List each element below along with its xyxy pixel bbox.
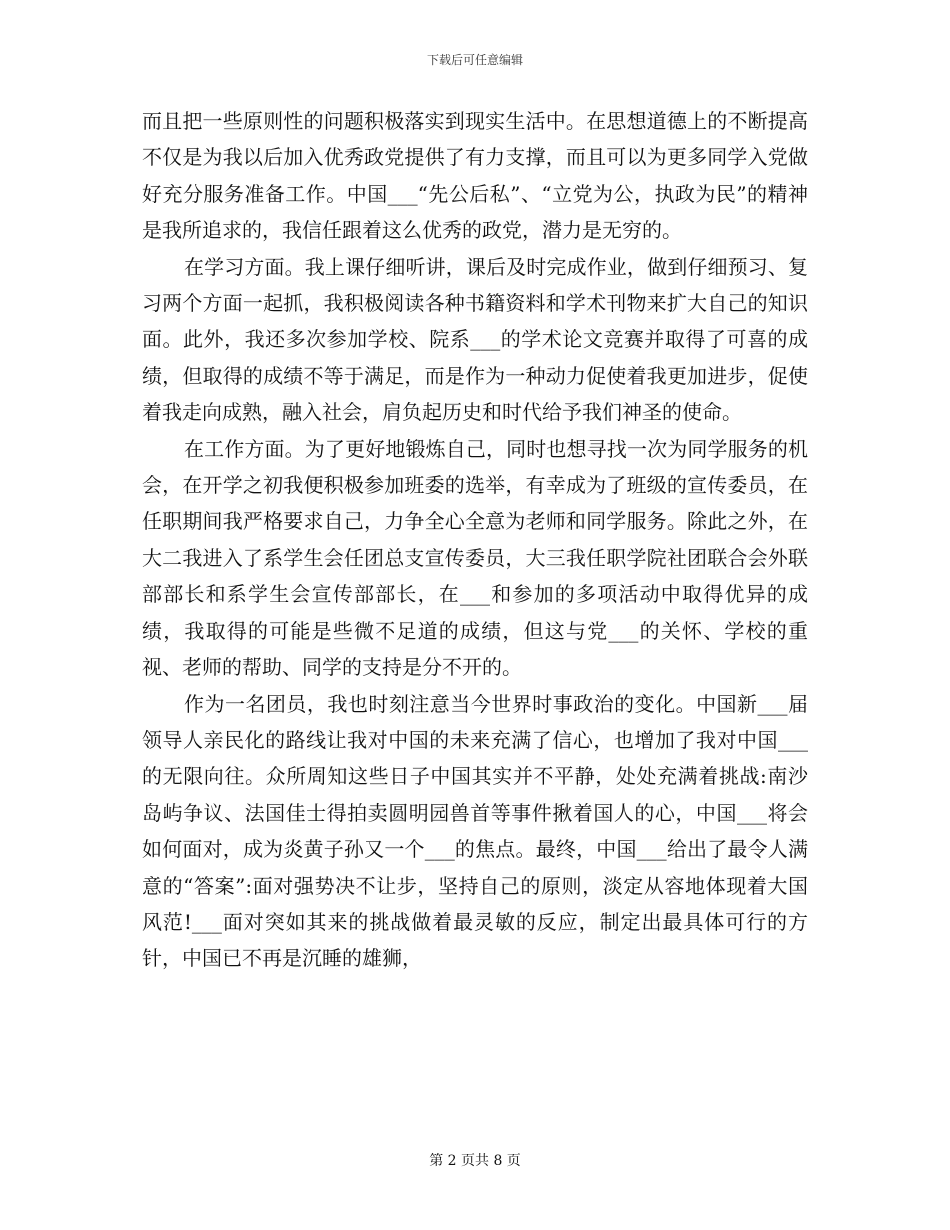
page-header: 下载后可任意编辑 [426,53,523,67]
paragraph-continuation: 而且把一些原则性的问题积极落实到现实生活中。在思想道德上的不断提高不仅是为我以后加入优秀政党提供了有力支撑，而且可以为更多同学入党做好充分服务准备工作。中国___“先公后私”、“立党为公，执政为民”的精神是我所追求的，我信任跟着这么优秀的政党，潜力是无穷的。 [142,109,808,243]
paragraph-current-affairs: 作为一名团员，我也时刻注意当今世界时事政治的变化。中国新___届领导人亲民化的路线让我对中国的未来充满了信心，也增加了我对中国___的无限向往。众所周知这些日子中国其实并不平静，处处充满着挑战:南沙岛屿争议、法国佳士得拍卖圆明园兽首等事件揪着国人的心，中国___将会如何面对，成为炎黄子孙又一个___的焦点。最终，中国___给出了最令人满意的“答案”:面对强势决不让步，坚持自己的原则，淡定从容地体现着大国风范!___面对突如其来的挑战做着最灵敏的反应，制定出最具体可行的方针，中国已不再是沉睡的雄狮， [142,691,808,971]
document-body [142,103,808,977]
page-footer: 第 2 页共 8 页 [429,1153,521,1169]
paragraph-study: 在学习方面。我上课仔细听讲，课后及时完成作业，做到仔细预习、复习两个方面一起抓，我积极阅读各种书籍资料和学术刊物来扩大自己的知识面。此外，我还多次参加学校、院系___的学术论文竞赛并取得了可喜的成绩，但取得的成绩不等于满足，而是作为一种动力促使着我更加进步，促使着我走向成熟，融入社会，肩负起历史和时代给予我们神圣的使命。 [142,254,808,425]
paragraph-work: 在工作方面。为了更好地锻炼自己，同时也想寻找一次为同学服务的机会，在开学之初我便积极参加班委的选举，有幸成为了班级的宣传委员，在任职期间我严格要求自己，力争全心全意为老师和同学服务。除此之外，在大二我进入了系学生会任团总支宣传委员，大三我任职学院社团联合会外联部部长和系学生会宣传部部长，在___和参加的多项活动中取得优异的成绩，我取得的可能是些微不足道的成绩，但这与党___的关怀、学校的重视、老师的帮助、同学的支持是分不开的。 [142,436,808,680]
